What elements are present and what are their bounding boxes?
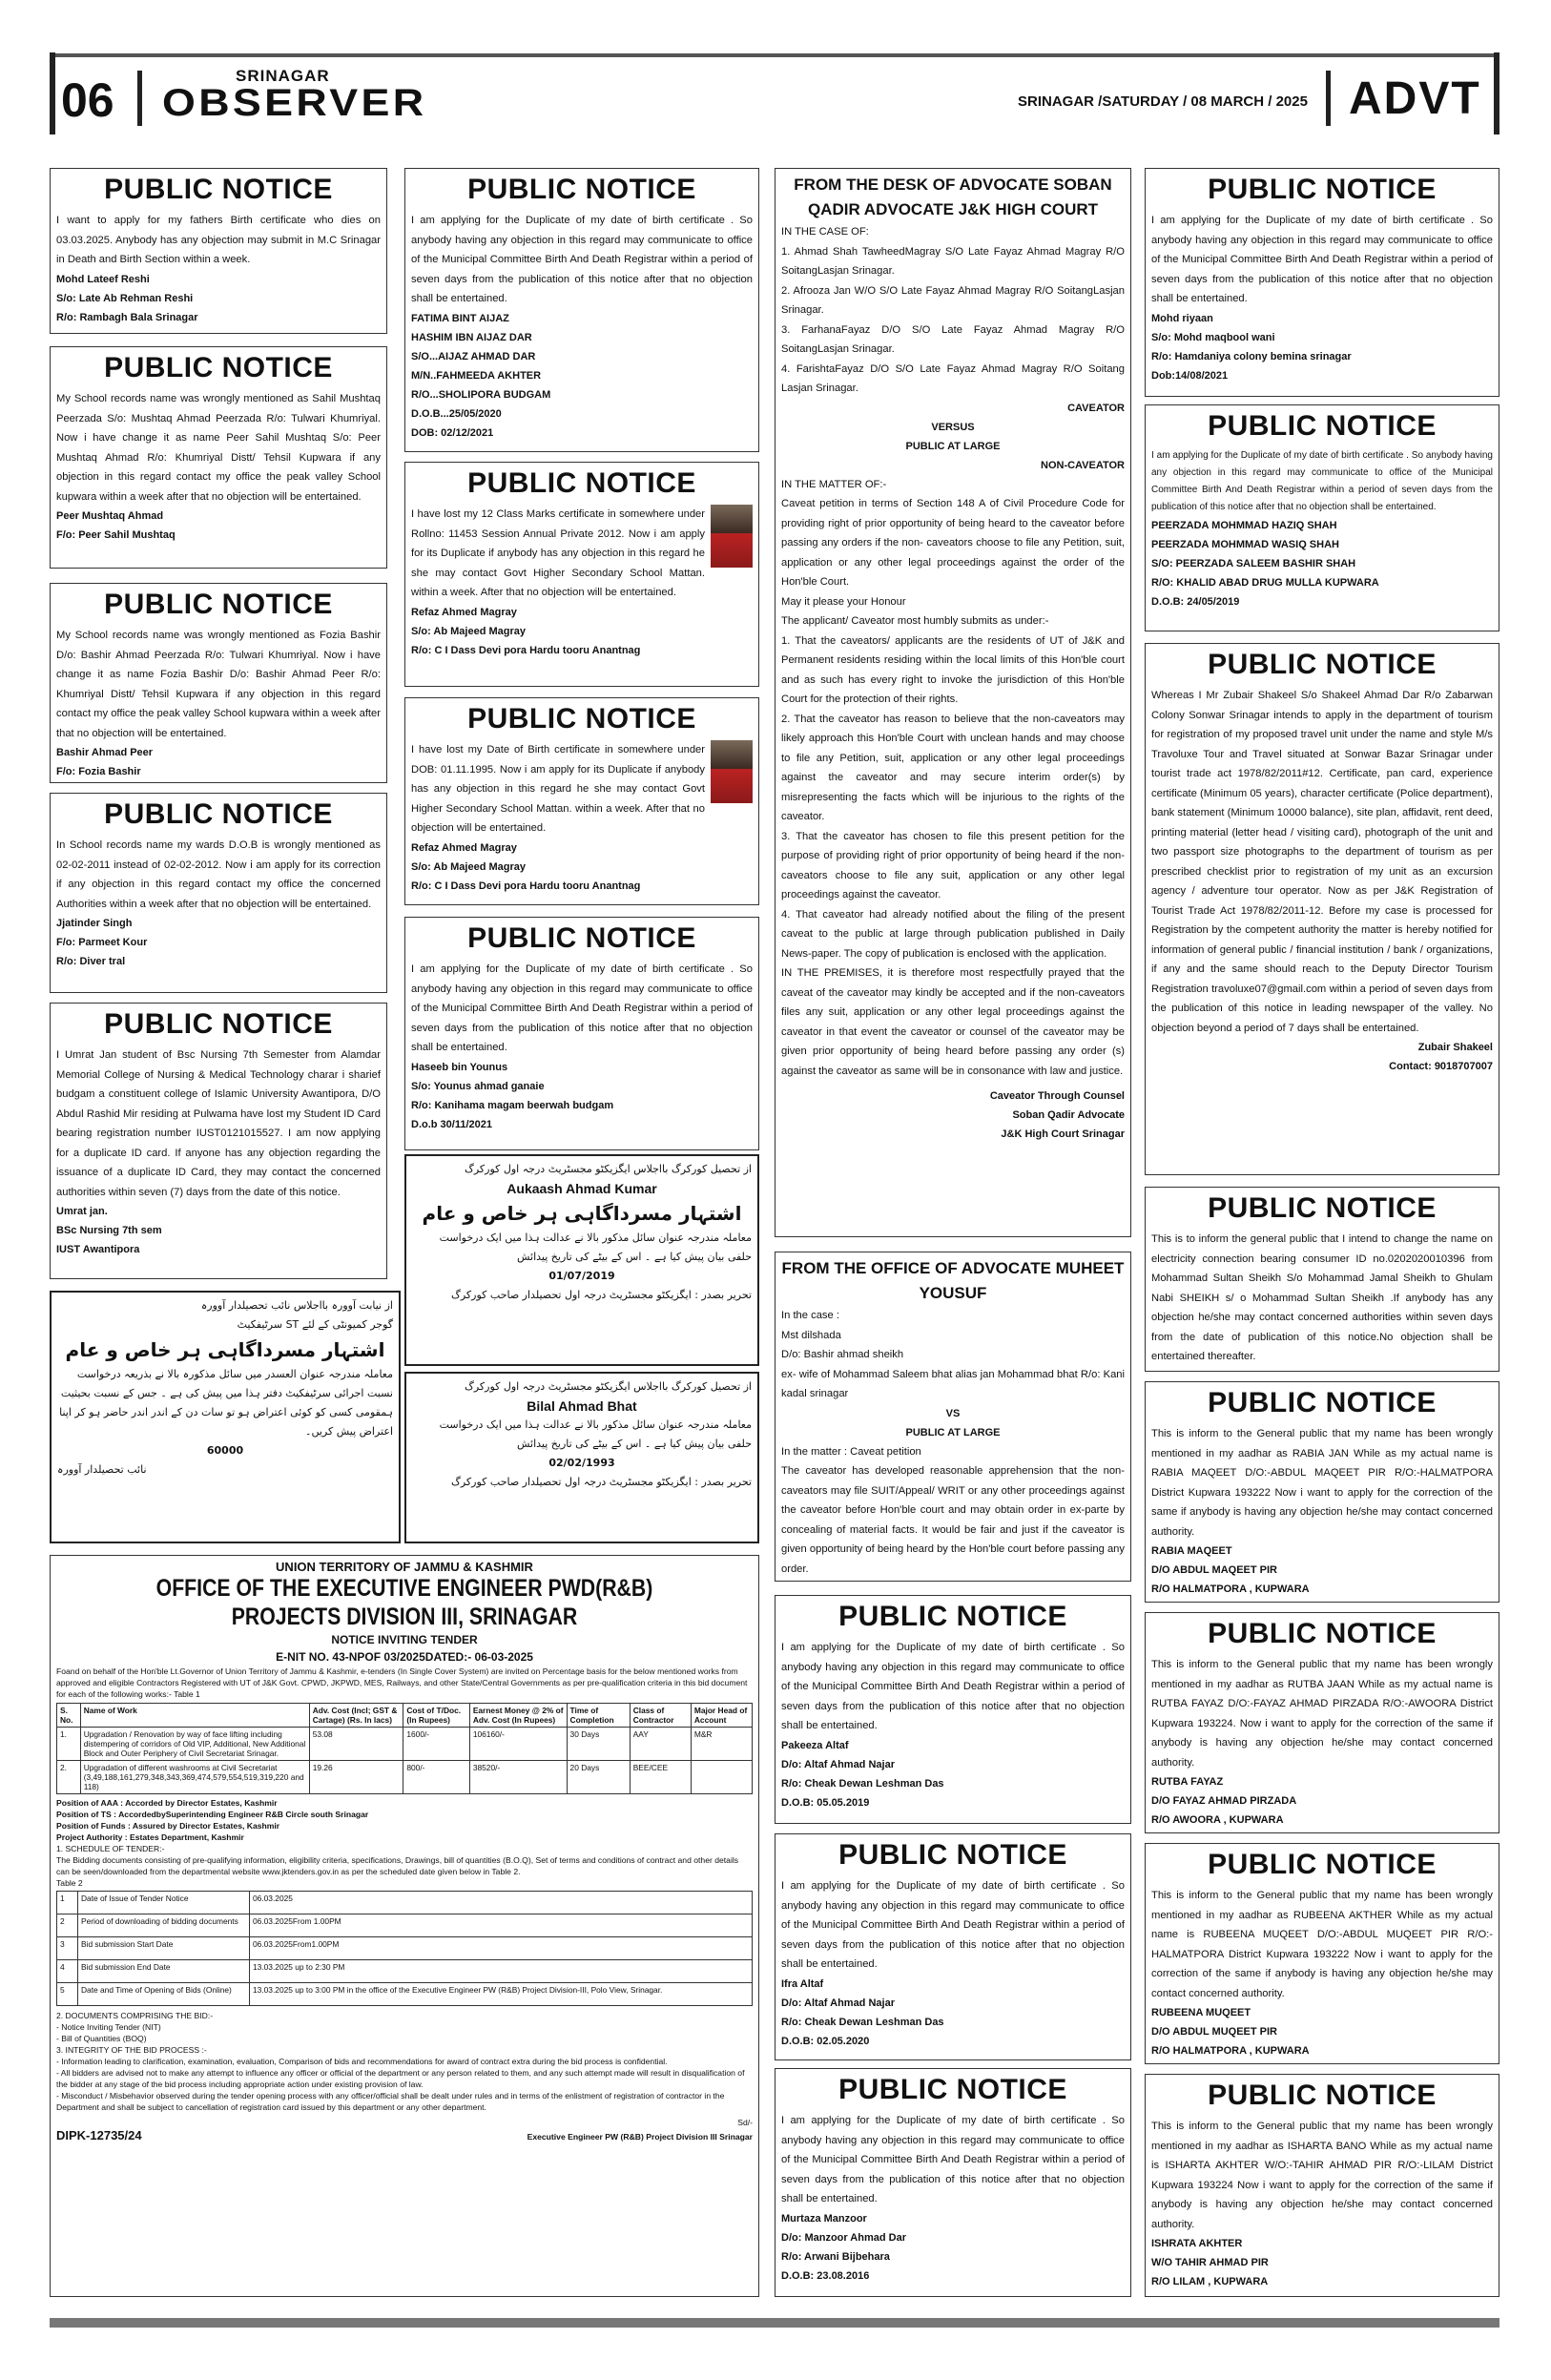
notice-body: I am applying for the Duplicate of my date of birth certificate . So anybody having any objection in this regard may communicate to office of the Municipal Committee Birth And Death Registrar within a period of seven days from the publication of this notice after that no objection shall be entertained. xyxy=(1151,450,1493,512)
dipk-number: DIPK-12735/24 xyxy=(56,2128,142,2142)
notice-signatory: Murtaza Manzoor xyxy=(781,2212,867,2225)
caveat-signatory: Caveator Through Counsel xyxy=(989,1090,1125,1102)
notice-title: PUBLIC NOTICE xyxy=(104,174,333,205)
notice-signatory: Peer Mushtaq Ahmad xyxy=(56,510,164,522)
notice-signatory: RABIA MAQEET xyxy=(1151,1545,1232,1557)
section-label: ADVT xyxy=(1349,73,1481,124)
public-notice xyxy=(775,2068,1131,2297)
tender-ut: UNION TERRITORY OF JAMMU & KASHMIR xyxy=(276,1560,533,1574)
notice-title: PUBLIC NOTICE xyxy=(838,1601,1067,1632)
notice-signatory: S/o: Ab Majeed Magray xyxy=(411,625,527,637)
table-cell: 06.03.2025From1.00PM xyxy=(250,1937,753,1960)
notice-signatory: R/O AWOORA , KUPWARA xyxy=(1151,1814,1284,1826)
notice-body: I am applying for the Duplicate of my date of birth certificate . So anybody having any objection in this regard may communicate to office of the Municipal Committee Birth And Death Registrar within a period of seven days from the publication of this notice after that no objection shall be entertained. xyxy=(781,2115,1125,2204)
notice-signatory: Jjatinder Singh xyxy=(56,918,133,929)
urdu-header: از نیابت آوورہ بااجلاس نائب تحصیلدار آوورہ xyxy=(200,1299,393,1312)
urdu-signatory: تحریر بصدر : ایگزیکٹو مجسٹریٹ درجہ اول تحصیلدار صاحب کورکرگ xyxy=(451,1289,752,1301)
tender-docs: - Information leading to clarification, examination, evaluation, Comparison of bids and recommendations for award of contract extra during the bid process is confidential. xyxy=(56,2057,668,2066)
table-cell: 1. xyxy=(57,1728,81,1761)
table-row xyxy=(57,1983,753,2006)
notice-signatory: R/o: Cheak Dewan Leshman Das xyxy=(781,1777,944,1790)
notice-body: I am applying for the Duplicate of my date of birth certificate . So anybody having any objection in this regard may communicate to office of the Municipal Committee Birth And Death Registrar within a period of seven days from the publication of this notice after that no objection shall be entertained. xyxy=(781,1642,1125,1731)
table-cell: Period of downloading of bidding documents xyxy=(78,1914,250,1937)
urdu-header: از تحصیل کورکرگ بااجلاس ایگزیکٹو مجسٹریٹ درجہ اول کورکرگ xyxy=(465,1380,752,1393)
notice-title: PUBLIC NOTICE xyxy=(104,798,333,830)
masthead-left-bar xyxy=(50,52,55,135)
tender-schedule: The Bidding documents consisting of pre-qualifying information, eligibility criteria, specifications, Drawings, bill of quantities (B.O.Q), Set of terms and conditions of contract and other details can be seen/downloaded from the departmental website www.jktenders.gov.in as per the scheduled date given below in Table 2. xyxy=(56,1855,739,1876)
notice-signatory: Contact: 9018707007 xyxy=(1389,1061,1493,1072)
notice-signatory: R/o: Kanihama magam beerwah budgam xyxy=(411,1099,614,1111)
notice-signatory: IUST Awantipora xyxy=(56,1244,140,1255)
notice-signatory: R/o: Cheak Dewan Leshman Das xyxy=(781,2016,944,2028)
caveat-text: D/o: Bashir ahmad sheikh xyxy=(781,1349,904,1360)
table-cell: M&R xyxy=(691,1728,752,1761)
notice-body: My School records name was wrongly mentioned as Sahil Mushtaq Peerzada S/o: Mushtaq Ahmad Peerzada R/o: Tulwari Khumriyal. Now i have change it as name Peer Sahil Mushtaq S/o: Peer Mushtaq Ahmad R/o: Khumriyal Distt/ Tehsil Kupwara if any objection in this regard contact my office the peak valley School kupwara within a week after that no objection will be entertained. xyxy=(56,393,381,503)
tender-docs: - Bill of Quantities (BOQ) xyxy=(56,2034,147,2043)
masthead-right-bar xyxy=(1494,52,1499,135)
notice-body: I am applying for the Duplicate of my date of birth certificate . So anybody having any objection in this regard may communicate to office of the Municipal Committee Birth And Death Registrar within a period of seven days from the publication of this notice after that no objection shall be entertained. xyxy=(1151,215,1493,304)
tender-position: Position of AAA : Accorded by Director Estates, Kashmir xyxy=(56,1798,278,1808)
caveat-text: 4. FarishtaFayaz D/O S/O Late Fayaz Ahmad Magray R/O Soitang Lasjan Srinagar. xyxy=(781,362,1125,394)
notice-signatory: D.O.B: 24/05/2019 xyxy=(1151,596,1240,608)
notice-title: PUBLIC NOTICE xyxy=(104,352,333,383)
notice-signatory: R/O HALMATPORA , KUPWARA xyxy=(1151,1583,1310,1595)
tender-docs: 3. INTEGRITY OF THE BID PROCESS :- xyxy=(56,2045,207,2055)
table-cell xyxy=(691,1761,752,1794)
notice-signatory: S/o: Younus ahmad ganaie xyxy=(411,1080,545,1092)
urdu-body: معاملہ مندرجہ عنوان سائل مذکور بالا نے عدالت ہذا میں ایک درخواست حلفی بیان پیش کیا ہے ۔ اس کے بیٹے کی تاریخ پیدائش xyxy=(439,1418,752,1450)
table-cell: AAY xyxy=(630,1728,691,1761)
tender-dates-table xyxy=(56,1891,753,2006)
table-cell: 5 xyxy=(57,1983,78,2006)
notice-body: I have lost my 12 Class Marks certificate in somewhere under Rollno: 11453 Session Annual Private 2012. Now i am apply for its Duplicate if anybody has any objection in this regard he she may contact Govt Higher Secondary School Mattan. within a week. After that no objection will be entertained. xyxy=(411,508,705,598)
caveat-heading: FROM THE DESK OF ADVOCATE SOBAN QADIR ADVOCATE J&K HIGH COURT xyxy=(794,176,1112,218)
notice-title: PUBLIC NOTICE xyxy=(1208,174,1437,205)
table-cell: 800/- xyxy=(403,1761,469,1794)
caveat-text: In the matter : Caveat petition xyxy=(781,1445,921,1458)
caveat-signatory: J&K High Court Srinagar xyxy=(1001,1128,1125,1140)
table-header: S. No. xyxy=(57,1704,81,1728)
caveat-party: PUBLIC AT LARGE xyxy=(905,440,1001,452)
table-cell: 2. xyxy=(57,1761,81,1794)
notice-signatory: D/O FAYAZ AHMAD PIRZADA xyxy=(1151,1795,1297,1807)
caveat-notice xyxy=(775,168,1131,1237)
notice-signatory: Dob:14/08/2021 xyxy=(1151,369,1229,382)
urdu-subject: گوجر کمیونٹی کے لئے ST سرٹیفکیٹ xyxy=(237,1318,393,1331)
notice-signatory: S/O: PEERZADA SALEEM BASHIR SHAH xyxy=(1151,558,1356,569)
notice-signatory: RUTBA FAYAZ xyxy=(1151,1776,1224,1788)
table-header: Earnest Money @ 2% of Adv. Cost (In Rupees) xyxy=(469,1704,567,1728)
public-notice xyxy=(50,583,387,783)
public-notice xyxy=(1145,404,1499,631)
notice-signatory: D/o: Manzoor Ahmad Dar xyxy=(781,2231,906,2244)
notice-signatory: Mohd riyaan xyxy=(1151,312,1213,324)
public-notice xyxy=(404,697,759,905)
caveat-text: Caveat petition in terms of Section 148 A of Civil Procedure Code for providing right of prior opportunity of being heard to the caveator before passing any orders if the non- caveators choose to file any Petition, suit, application or any other legal proceedings against the order of the Hon'ble Court. xyxy=(781,498,1125,588)
table-cell: 1600/- xyxy=(403,1728,469,1761)
notice-body: This is to inform the general public that I intend to change the name on electricity connection bearing consumer ID no.0202020010396 from Mohammad Sultan Sheikh S/o Mohammad Jamal Sheikh to Ghulam Nabi SHEIKH s/ o Mohammad Sultan Sheikh .If anybody has any objection he/she may contact concerned authorities within seven days from the date of publication of this notice.No objection shall be entertained thereafter. xyxy=(1151,1233,1493,1362)
caveat-text: 1. That the caveators/ applicants are the residents of UT of J&K and Permanent residents residing within the local limits of this Hon'ble court and as such has every right to invoke the jurisdiction of this Hon'ble Court for the protection of their rights. xyxy=(781,634,1125,705)
caveat-text: IN THE MATTER OF:- xyxy=(781,478,887,490)
notice-title: PUBLIC NOTICE xyxy=(1208,2080,1437,2111)
notice-signatory: PEERZADA MOHMMAD HAZIQ SHAH xyxy=(1151,520,1337,531)
notice-signatory: R/o: C I Dass Devi pora Hardu tooru Anantnag xyxy=(411,644,641,656)
notice-signatory: R/o: Diver tral xyxy=(56,956,126,967)
tender-works-table xyxy=(56,1703,753,1794)
public-notice xyxy=(775,1833,1131,2060)
public-notice xyxy=(1145,643,1499,1175)
notice-signatory: D.o.b 30/11/2021 xyxy=(411,1118,492,1130)
table-header: Major Head of Account xyxy=(691,1704,752,1728)
public-notice xyxy=(1145,168,1499,397)
tender-signatory: Executive Engineer PW (R&B) Project Division III Srinagar xyxy=(527,2132,753,2142)
notice-signatory: Umrat jan. xyxy=(56,1206,108,1217)
urdu-applicant: Bilal Ahmad Bhat xyxy=(527,1398,637,1414)
urdu-signatory: نائب تحصیلدار آوورہ xyxy=(57,1463,147,1476)
table-header: Time of Completion xyxy=(567,1704,630,1728)
tender-office: OFFICE OF THE EXECUTIVE ENGINEER PWD(R&B) xyxy=(155,1575,653,1602)
notice-signatory: ISHRATA AKHTER xyxy=(1151,2238,1243,2249)
notice-body: I am applying for the Duplicate of my date of birth certificate . So anybody having any objection in this regard may communicate to office of the Municipal Committee Birth And Death Registrar within a period of seven days from the publication of this notice after that no objection shall be entertained. xyxy=(411,215,753,304)
notice-body: This is inform to the General public that my name has been wrongly mentioned in my aadhar as RUTBA JAAN While as my actual name is RUTBA FAYAZ D/O:-FAYAZ AHMAD PIRZADA R/O:-AWOORA District Kupwara 193224. Now i want to apply for the correction of the same if anybody is having any objection he/she may contact concerned authority. xyxy=(1151,1659,1493,1769)
public-notice xyxy=(404,462,759,687)
notice-signatory: FATIMA BINT AIJAZ xyxy=(411,312,509,324)
notice-title: PUBLIC NOTICE xyxy=(467,922,696,954)
public-notice xyxy=(1145,1381,1499,1603)
passport-photo xyxy=(711,740,753,803)
masthead-divider xyxy=(137,71,142,126)
urdu-notice xyxy=(50,1291,401,1543)
caveat-text: The applicant/ Caveator most humbly submits as under:- xyxy=(781,615,1049,627)
tender-notice xyxy=(50,1555,759,2297)
urdu-header: از تحصیل کورکرگ بااجلاس ایگزیکٹو مجسٹریٹ درجہ اول کورکرگ xyxy=(465,1163,752,1175)
tender-intro: Foand on behalf of the Hon'ble Lt.Governor of Union Territory of Jammu & Kashmir, e-tenders (In Single Cover System) are invited on Percentage basis for the below mentioned works from approved and eligible Contractors Registered with UT of J&K Govt. CPWD, JKPWD, MES, Railways, and other State/Central Governments as per pre-qualification criteria in this bid document for each of the following works:- Table 1 xyxy=(56,1666,748,1699)
paper-city: SRINAGAR xyxy=(236,67,330,85)
notice-signatory: Zubair Shakeel xyxy=(1417,1042,1493,1053)
table-row xyxy=(57,1892,753,1914)
tender-position: Project Authority : Estates Department, Kashmir xyxy=(56,1832,244,1842)
notice-signatory: RUBEENA MUQEET xyxy=(1151,2007,1251,2018)
notice-signatory: R/O HALMATPORA , KUPWARA xyxy=(1151,2045,1310,2057)
notice-title: PUBLIC NOTICE xyxy=(467,467,696,499)
urdu-amount: 60000 xyxy=(206,1444,244,1457)
notice-signatory: S/o: Late Ab Rehman Reshi xyxy=(56,292,194,304)
notice-title: PUBLIC NOTICE xyxy=(467,703,696,735)
notice-signatory: Ifra Altaf xyxy=(781,1977,824,1990)
public-notice xyxy=(404,917,759,1150)
urdu-notice xyxy=(404,1154,759,1366)
passport-photo xyxy=(711,505,753,568)
notice-title: PUBLIC NOTICE xyxy=(838,1839,1067,1871)
notice-title: PUBLIC NOTICE xyxy=(1208,649,1437,680)
caveat-text: 3. FarhanaFayaz D/O S/O Late Fayaz Ahmad Magray R/O SoitangLasjan Srinagar. xyxy=(781,323,1125,355)
caveat-versus: VS xyxy=(945,1407,961,1419)
public-notice xyxy=(50,168,387,334)
notice-signatory: Haseeb bin Younus xyxy=(411,1061,508,1073)
notice-signatory: Refaz Ahmed Magray xyxy=(411,841,517,854)
caveat-text: May it please your Honour xyxy=(781,595,906,608)
table-cell: 4 xyxy=(57,1960,78,1983)
notice-body: I am applying for the Duplicate of my date of birth certificate . So anybody having any objection in this regard may communicate to office of the Municipal Committee Birth And Death Registrar within a period of seven days from the publication of this notice after that no objection shall be entertained. xyxy=(411,963,753,1053)
table-cell: 30 Days xyxy=(567,1728,630,1761)
notice-signatory: D.O.B: 05.05.2019 xyxy=(781,1796,870,1809)
notice-signatory: F/o: Parmeet Kour xyxy=(56,937,148,948)
notice-signatory: HASHIM IBN AIJAZ DAR xyxy=(411,331,532,343)
masthead xyxy=(50,48,1499,139)
notice-title: PUBLIC NOTICE xyxy=(838,2074,1067,2105)
notice-signatory: S/o: Mohd maqbool wani xyxy=(1151,331,1275,343)
notice-signatory: PEERZADA MOHMMAD WASIQ SHAH xyxy=(1151,539,1339,550)
notice-body: This is inform to the General public that my name has been wrongly mentioned in my aadhar as RUBEENA AKTHER While as my actual name is RUBEENA MUQEET D/O:-ABDUL MUQEET PIR R/O:-HALMATPORA District Kupwara 193222 Now i want to apply for the correction of the same if anybody is having any objection he/she may contact concerned authority. xyxy=(1151,1890,1493,1999)
caveat-party: NON-CAVEATOR xyxy=(1041,459,1125,471)
caveat-text: Mst dilshada xyxy=(781,1329,841,1341)
caveat-text: 2. That the caveator has reason to believe that the non-caveators may likely approach this Hon'ble Court with unclean hands and may choose to file any Petition, suit, application or any other legal proceedings against the caveator and may secure interim order(s) by misrepresenting the facts which will be injurious to the rights of the caveator. xyxy=(781,713,1125,822)
footer-rule xyxy=(50,2318,1499,2328)
table-cell: 13.03.2025 up to 2:30 PM xyxy=(250,1960,753,1983)
notice-body: Whereas I Mr Zubair Shakeel S/o Shakeel Ahmad Dar R/o Zabarwan Colony Sonwar Srinagar intends to apply in the department of tourism for registration of my proposed travel unit under the name and style M/s Travoluxe Tour and Travel situated at Sonwar Bazar Srinagar under tourist trade act 1978/82/2011#12. Certificate, pan card, experience certificate (Minimum 05 years), character certificate (Police department), bank statement (Minimum 10000 balance), site plan, affidavit, rent deed, printing material (letter head / visiting card), photograph of the unit and two passport size photographs to the department of tourism as per prescribed checklist prior to registration of my unit as an excursion agency / adventure tour operator. Now as per J&K Registration of Tourist Trade Act 1978/82/2011-12. Before my case is processed for Registration by the competent authority the matter is hereby notified for information of general public / financial institution / bank / organizations, if any and the same should reach to the Deputy Director Tourism Registration travoluxe07@gmail.com within a period of seven days from the publication of this notice in leading newspaper of the valley. No objection beyond a period of 7 days shall be entertained. xyxy=(1151,690,1493,1034)
table-cell: Date and Time of Opening of Bids (Online) xyxy=(78,1983,250,2006)
urdu-title: اشتہار مسرداگاہی ہر خاص و عام xyxy=(65,1338,385,1361)
urdu-body: معاملہ مندرجہ عنوان سائل مذکور بالا نے عدالت ہذا میں ایک درخواست حلفی بیان پیش کیا ہے ۔ اس کے بیٹے کی تاریخ پیدائش xyxy=(439,1231,752,1263)
notice-body: This is inform to the General public that my name has been wrongly mentioned in my aadhar as RABIA JAN While as my actual name is RABIA MAQEET D/O:-ABDUL MAQEET PIR R/O:-HALMATPORA District Kupwara 193222 Now i want to apply for the correction of the same if anybody is having any objection he/she may contact concerned authority. xyxy=(1151,1428,1493,1538)
tender-number: E-NIT NO. 43-NPOF 03/2025DATED:- 06-03-2025 xyxy=(276,1650,533,1664)
tender-docs: - All bidders are advised not to make any attempt to influence any officer or official of the department or any person related to them, and any such attempt made will result in disqualification of the bidder at any stage of the bid process including appropriate action under existing provision of law. xyxy=(56,2068,745,2089)
notice-signatory: S/o: Ab Majeed Magray xyxy=(411,860,527,873)
caveat-party: CAVEATOR xyxy=(1067,402,1125,414)
table-cell: Bid submission End Date xyxy=(78,1960,250,1983)
table-cell: 3 xyxy=(57,1937,78,1960)
notice-title: PUBLIC NOTICE xyxy=(1208,410,1437,442)
public-notice xyxy=(1145,2074,1499,2297)
notice-title: PUBLIC NOTICE xyxy=(467,174,696,205)
urdu-applicant: Aukaash Ahmad Kumar xyxy=(507,1181,657,1196)
notice-signatory: Refaz Ahmed Magray xyxy=(411,606,517,618)
caveat-party: PUBLIC AT LARGE xyxy=(905,1426,1001,1438)
public-notice xyxy=(404,168,759,452)
public-notice xyxy=(50,346,387,569)
table-cell: Upgradation of different washrooms at Civil Secretariat (3,49,188,161,279,348,343,369,474,579,554,519,319,220 and 118) xyxy=(80,1761,309,1794)
tender-docs: - Notice Inviting Tender (NIT) xyxy=(56,2022,161,2032)
table-header: Cost of T/Doc. (In Rupees) xyxy=(403,1704,469,1728)
public-notice xyxy=(50,793,387,993)
caveat-notice xyxy=(775,1252,1131,1582)
public-notice xyxy=(1145,1843,1499,2064)
notice-body: I have lost my Date of Birth certificate in somewhere under DOB: 01.11.1995. Now i am apply for its Duplicate if anybody has any objection in this regard he she may contact Govt Higher Secondary School Mattan. within a week. After that no objection will be entertained. xyxy=(411,744,705,834)
notice-signatory: R/O: KHALID ABAD DRUG MULLA KUPWARA xyxy=(1151,577,1379,589)
notice-signatory: D.O.B...25/05/2020 xyxy=(411,407,502,420)
notice-title: PUBLIC NOTICE xyxy=(104,589,333,620)
tender-nit: NOTICE INVITING TENDER xyxy=(331,1633,478,1646)
notice-body: My School records name was wrongly mentioned as Fozia Bashir D/o: Bashir Ahmad Peerzada R/o: Tulwari Khumriyal. Now i have change it as name Fozia Bashir D/o: Bashir Ahmad Peer R/o: Khumriyal Distt/ Tehsil Kupwara if any objection in this regard contact my office the peak valley School kupwara within a week after that no objection will be entertained. xyxy=(56,630,381,739)
tender-division: PROJECTS DIVISION III, SRINAGAR xyxy=(231,1604,578,1630)
table-cell: 1 xyxy=(57,1892,78,1914)
tender-position: Position of TS : AccordedbySuperintending Engineer R&B Circle south Srinagar xyxy=(56,1810,369,1819)
urdu-signatory: تحریر بصدر : ایگزیکٹو مجسٹریٹ درجہ اول تحصیلدار صاحب کورکرگ xyxy=(451,1476,752,1488)
notice-signatory: Mohd Lateef Reshi xyxy=(56,273,150,285)
notice-signatory: D/O ABDUL MUQEET PIR xyxy=(1151,2026,1278,2038)
tender-docs: - Misconduct / Misbehavior observed during the tender opening process with any officer/official shall be dealt under rules and in terms of the enlistment of registration of contractor in the Department and shall be subject to cancellation of registration card issued by this department or any other department. xyxy=(56,2091,725,2112)
notice-title: PUBLIC NOTICE xyxy=(1208,1387,1437,1418)
notice-signatory: F/o: Fozia Bashir xyxy=(56,766,141,777)
notice-signatory: R/o: C I Dass Devi pora Hardu tooru Anantnag xyxy=(411,880,641,892)
urdu-body: معاملہ مندرجہ عنوان العسدر میں سائل مذکورہ بالا نے بذریعہ درخواست نسبت اجرائی سرٹیفکیٹ دفتر ہذا میں پیش کی ہے ۔ جس کے نسبت بحیثیت ہمقومی کسی کو کوئی اعتراض ہو تو سات دن کے اندر اندر حاضر ہو کر اپنا اعتراض پیش کریں۔ xyxy=(59,1368,393,1438)
caveat-text: ex- wife of Mohammad Saleem bhat alias jan Mohammad bhat R/o: Kani kadal srinagar xyxy=(781,1368,1125,1399)
tender-position: Position of Funds : Assured by Director Estates, Kashmir xyxy=(56,1821,280,1831)
table-row xyxy=(57,1728,753,1761)
public-notice xyxy=(775,1595,1131,1824)
notice-signatory: D.O.B: 02.05.2020 xyxy=(781,2035,870,2047)
issue-date: SRINAGAR /SATURDAY / 08 MARCH / 2025 xyxy=(1018,93,1308,110)
notice-signatory: R/O...SHOLIPORA BUDGAM xyxy=(411,388,551,401)
notice-signatory: D/o: Altaf Ahmad Najar xyxy=(781,1997,895,2009)
caveat-text: 1. Ahmad Shah TawheedMagray S/O Late Fayaz Ahmad Magray R/O SoitangLasjan Srinagar. xyxy=(781,245,1125,277)
table-row xyxy=(57,1914,753,1937)
table-cell: 106160/- xyxy=(469,1728,567,1761)
table-cell: 06.03.2025From 1.00PM xyxy=(250,1914,753,1937)
notice-title: PUBLIC NOTICE xyxy=(1208,1192,1437,1224)
caveat-signatory: Soban Qadir Advocate xyxy=(1012,1109,1125,1121)
table-cell: 06.03.2025 xyxy=(250,1892,753,1914)
table-cell: 20 Days xyxy=(567,1761,630,1794)
notice-signatory: S/O...AIJAZ AHMAD DAR xyxy=(411,350,536,362)
notice-signatory: F/o: Peer Sahil Mushtaq xyxy=(56,529,176,541)
caveat-heading: FROM THE OFFICE OF ADVOCATE MUHEET YOUSUF xyxy=(781,1259,1125,1302)
caveat-text: IN THE CASE OF: xyxy=(781,226,869,238)
paper-name: OBSERVER xyxy=(162,82,427,124)
tender-docs: 2. DOCUMENTS COMPRISING THE BID:- xyxy=(56,2011,214,2020)
notice-title: PUBLIC NOTICE xyxy=(1208,1849,1437,1880)
urdu-dob: 02/02/1993 xyxy=(548,1457,615,1469)
table-cell: 19.26 xyxy=(309,1761,403,1794)
tender-schedule: Table 2 xyxy=(56,1878,83,1888)
notice-body: I want to apply for my fathers Birth certificate who dies on 03.03.2025. Anybody has any objection may submit in M.C Srinagar in Death and Birth Section within a week. xyxy=(56,215,381,265)
caveat-text: 4. That caveator had already notified about the filing of the present caveat to the public at large through publication published in Daily News-paper. The copy of publication is enclosed with the application. xyxy=(781,908,1125,960)
caveat-text: 3. That the caveator has chosen to file this present petition for the purpose of providing right of prior opportunity of being heard if the non-caveators choose to file any suit, application or any other legal proceedings against the caveator. xyxy=(781,830,1125,900)
notice-signatory: R/o: Rambagh Bala Srinagar xyxy=(56,311,198,323)
tender-sd: Sd/- xyxy=(737,2118,753,2127)
notice-signatory: D/o: Altaf Ahmad Najar xyxy=(781,1758,895,1770)
notice-signatory: R/O LILAM , KUPWARA xyxy=(1151,2276,1269,2287)
masthead-divider xyxy=(1326,71,1331,126)
notice-signatory: Bashir Ahmad Peer xyxy=(56,747,154,758)
notice-signatory: R/o: Hamdaniya colony bemina srinagar xyxy=(1151,350,1352,362)
table-row xyxy=(57,1960,753,1983)
notice-signatory: D.O.B: 23.08.2016 xyxy=(781,2269,870,2282)
table-header: Adv. Cost (Incl; GST & Cartage) (Rs. In lacs) xyxy=(309,1704,403,1728)
table-cell: Upgradation / Renovation by way of face lifting including distempering of corridors of Old VIP, Additional, New Additional Block and Outer Periphery of Civil Secretariat Srinagar. xyxy=(80,1728,309,1761)
public-notice xyxy=(1145,1612,1499,1833)
notice-signatory: Pakeeza Altaf xyxy=(781,1739,849,1751)
table-cell: 38520/- xyxy=(469,1761,567,1794)
table-header: Class of Contractor xyxy=(630,1704,691,1728)
notice-body: I am applying for the Duplicate of my date of birth certificate . So anybody having any objection in this regard may communicate to office of the Municipal Committee Birth And Death Registrar within a period of seven days from the publication of this notice after that no objection shall be entertained. xyxy=(781,1880,1125,1970)
public-notice xyxy=(50,1003,387,1279)
caveat-text: IN THE PREMISES, it is therefore most respectfully prayed that the caveat of the caveator may kindly be accepted and if the non-caveators files any suit, application or any other legal proceedings against the caveator in that event the caveator or counsel of the caveator may be given prior opportunity of being heard before passing any order (s) against the caveator as same will be in consonance with law and justice. xyxy=(781,967,1125,1077)
urdu-title: اشتہار مسرداگاہی ہر خاص و عام xyxy=(422,1202,742,1225)
table-cell: 2 xyxy=(57,1914,78,1937)
table-cell: 53.08 xyxy=(309,1728,403,1761)
urdu-dob: 01/07/2019 xyxy=(548,1270,615,1282)
notice-body: I Umrat Jan student of Bsc Nursing 7th Semester from Alamdar Memorial College of Nursing & Medical Technology charar i sharief budgam a constituent college of Islamic University Awantipora, D/O Abdul Rashid Mir residing at Pulwama have lost my Student ID Card bearing registration number IUST0121015527. I am now applying for a duplicate ID card. If anyone has any objection regarding the issuance of a duplicate ID Card, they may contact the concerned authorities within seven (7) days from the date of this notice. xyxy=(56,1049,381,1198)
notice-signatory: W/O TAHIR AHMAD PIR xyxy=(1151,2257,1269,2268)
notice-body: In School records name my wards D.O.B is wrongly mentioned as 02-02-2011 instead of 02-02-2012. Now i am apply for its correction if any objection in this regard contact my office the concerned Authorities within a week after that no objection will be entertained. xyxy=(56,839,381,910)
table-cell: BEE/CEE xyxy=(630,1761,691,1794)
public-notice xyxy=(1145,1187,1499,1372)
table-cell: Bid submission Start Date xyxy=(78,1937,250,1960)
caveat-text: 2. Afrooza Jan W/O S/O Late Fayaz Ahmad Magray R/O SoitangLasjan Srinagar. xyxy=(781,284,1125,316)
table-row xyxy=(57,1937,753,1960)
notice-signatory: DOB: 02/12/2021 xyxy=(411,426,494,439)
table-cell: Date of Issue of Tender Notice xyxy=(78,1892,250,1914)
notice-signatory: BSc Nursing 7th sem xyxy=(56,1225,162,1236)
table-header: Name of Work xyxy=(80,1704,309,1728)
caveat-versus: VERSUS xyxy=(931,421,975,433)
urdu-notice xyxy=(404,1372,759,1543)
notice-signatory: D/O ABDUL MAQEET PIR xyxy=(1151,1564,1278,1576)
notice-signatory: M/N..FAHMEEDA AKHTER xyxy=(411,369,542,382)
notice-signatory: R/o: Arwani Bijbehara xyxy=(781,2250,890,2263)
page-number: 06 xyxy=(61,73,114,127)
tender-schedule: 1. SCHEDULE OF TENDER:- xyxy=(56,1844,165,1853)
caveat-text: In the case : xyxy=(781,1310,839,1321)
notice-title: PUBLIC NOTICE xyxy=(104,1008,333,1040)
notice-body: This is inform to the General public that my name has been wrongly mentioned in my aadhar as ISHARTA BANO While as my actual name is ISHARTA AKHTER W/O:-TAHIR AHMAD PIR R/O:-LILAM District Kupwara 193224 Now i want to apply for the correction of the same if anybody is having any objection he/she may contact concerned authority. xyxy=(1151,2121,1493,2230)
notice-title: PUBLIC NOTICE xyxy=(1208,1618,1437,1649)
caveat-text: The caveator has developed reasonable apprehension that the non-caveators may file SUIT/Appeal/ WRIT or any other proceedings against the caveator before Hon'ble court and may obtain order in ex-parte by concealing of material facts. It would be fair and just if the caveator is given opportunity of being heard by the Hon'ble court before passing any order. xyxy=(781,1465,1125,1575)
table-cell: 13.03.2025 up to 3:00 PM in the office of the Executive Engineer PW (R&B) Project Division-III, Polo View, Srinagar. xyxy=(250,1983,753,2006)
table-row xyxy=(57,1761,753,1794)
